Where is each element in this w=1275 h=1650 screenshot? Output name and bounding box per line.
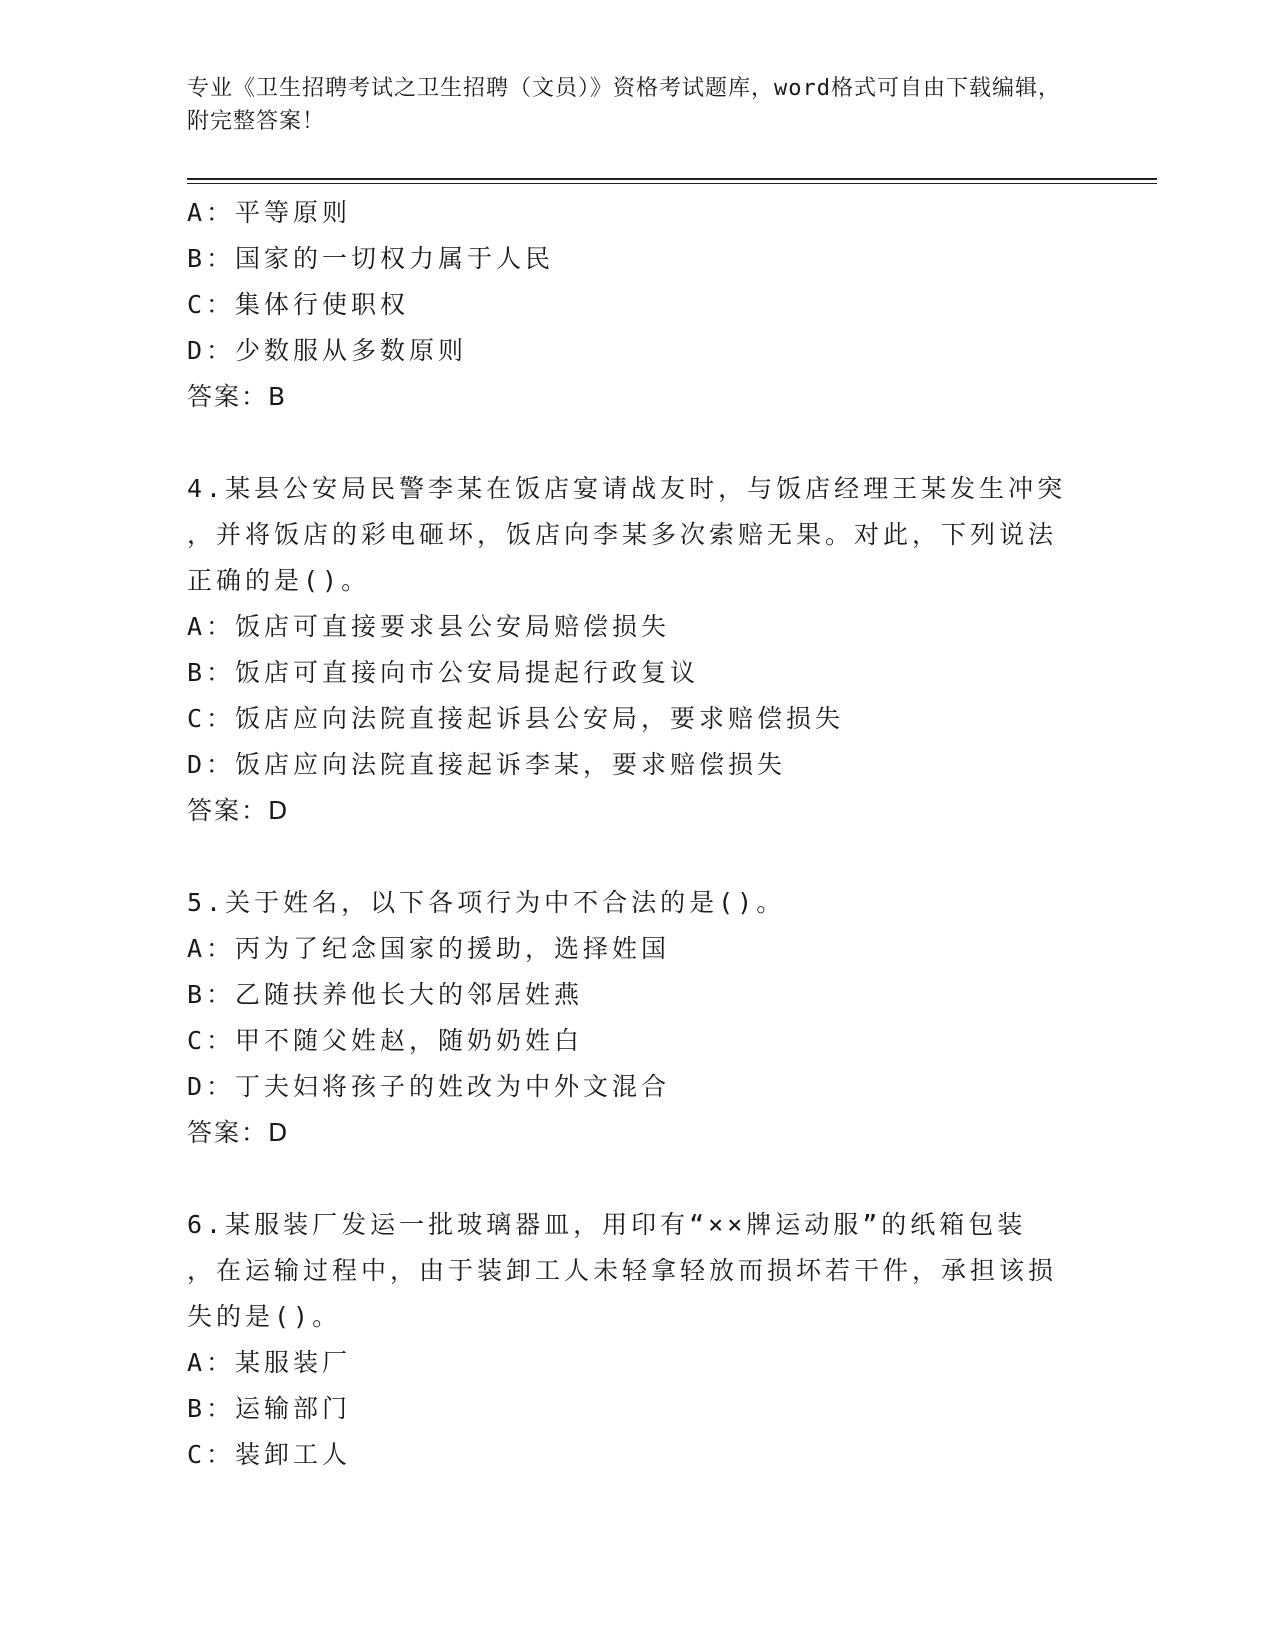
answer: 答案：D (187, 1118, 290, 1147)
option-b: B：国家的一切权力属于人民 (187, 244, 555, 273)
option-c: C：装卸工人 (187, 1440, 352, 1469)
answer: 答案：B (187, 382, 288, 411)
option-d: D：丁夫妇将孩子的姓改为中外文混合 (187, 1072, 671, 1101)
question-5 (187, 880, 1067, 1156)
option-c: C：集体行使职权 (187, 290, 410, 319)
question-stem: 6.某服装厂发运一批玻璃器皿，用印有“××牌运动服”的纸箱包装 (187, 1210, 1027, 1239)
option-c: C：甲不随父姓赵，随奶奶姓白 (187, 1026, 584, 1055)
option-c: C：饭店应向法院直接起诉县公安局，要求赔偿损失 (187, 704, 845, 733)
question-stem: ，在运输过程中，由于装卸工人未轻拿轻放而损坏若干件，承担该损 (187, 1256, 1058, 1285)
option-a: A：平等原则 (187, 198, 352, 227)
header-divider-thin (187, 183, 1157, 184)
answer: 答案：D (187, 796, 290, 825)
option-d: D：少数服从多数原则 (187, 336, 468, 365)
header-divider-thick (187, 178, 1157, 180)
option-a: A：某服装厂 (187, 1348, 352, 1377)
question-6 (187, 1202, 1067, 1478)
question-stem: 正确的是()。 (187, 566, 371, 595)
question-stem: 失的是()。 (187, 1302, 342, 1331)
option-b: B：饭店可直接向市公安局提起行政复议 (187, 658, 700, 687)
document-header: 专业《卫生招聘考试之卫生招聘（文员）》资格考试题库，word格式可自由下载编辑，附完整答案！ (187, 76, 1061, 134)
option-b: B：乙随扶养他长大的邻居姓燕 (187, 980, 584, 1009)
question-3 (187, 190, 1067, 420)
question-stem: ，并将饭店的彩电砸坏，饭店向李某多次索赔无果。对此，下列说法 (187, 520, 1058, 549)
option-a: A：饭店可直接要求县公安局赔偿损失 (187, 612, 671, 641)
option-b: B：运输部门 (187, 1394, 352, 1423)
question-stem: 5.关于姓名，以下各项行为中不合法的是()。 (187, 888, 786, 917)
option-d: D：饭店应向法院直接起诉李某，要求赔偿损失 (187, 750, 787, 779)
question-list (187, 190, 1067, 1478)
option-a: A：丙为了纪念国家的援助，选择姓国 (187, 934, 671, 963)
question-4 (187, 466, 1067, 834)
question-stem: 4.某县公安局民警李某在饭店宴请战友时，与饭店经理王某发生冲突 (187, 474, 1067, 503)
